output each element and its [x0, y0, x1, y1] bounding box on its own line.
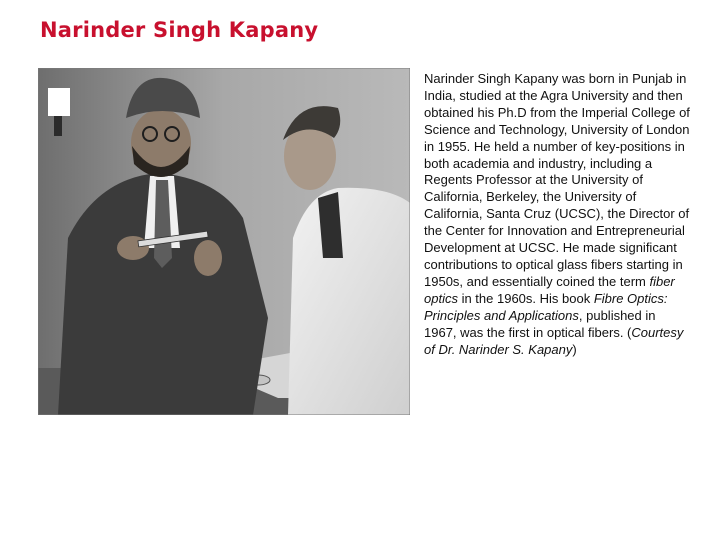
bio-text-3: , published in 1967, was the first in optical fibers. ( [424, 307, 656, 340]
bio-emphasis-fiber-optics: fiber optics [424, 273, 675, 306]
bio-text-2: in the 1960s. His book [457, 290, 594, 306]
bio-text-1: Narinder Singh Kapany was born in Punjab in India, studied at the Agra University and then obtained his Ph.D from the Imperial College of Science and Technology, University of London in 1955. He held a number of key-positions in both academia and industry, including a Regents Professor at the University of California, Berkeley, the University of California, Santa Cruz (UCSC), the Director of the Center for Innovation and Entrepreneurial Development at UCSC. He made significant contributions to optical glass fibers starting in 1950s, and essentially coined the term [424, 71, 690, 289]
bio-emphasis-book-title: Fibre Optics: Principles and Applications [424, 290, 668, 323]
man-right-figure [288, 188, 410, 415]
biography-paragraph [424, 71, 690, 358]
slide-title: Narinder Singh Kapany [40, 18, 319, 42]
historical-photo [38, 68, 410, 415]
lamp-shape [48, 88, 70, 116]
bio-emphasis-courtesy: Courtesy of Dr. Narinder S. Kapany [424, 324, 684, 357]
bio-text-4: ) [572, 341, 577, 357]
